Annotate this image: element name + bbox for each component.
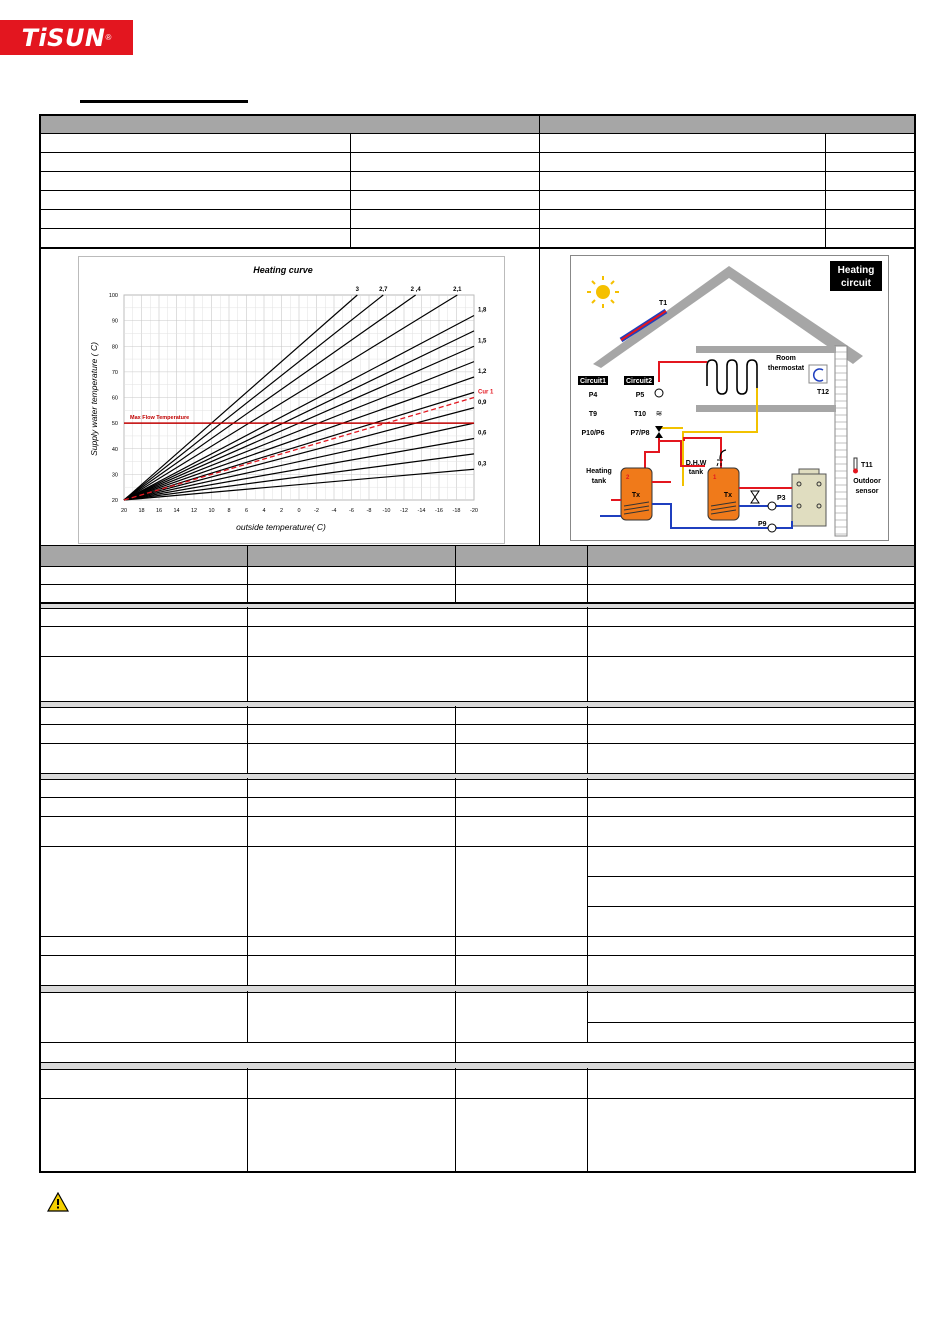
heating-curve-label: 0,3	[478, 461, 487, 468]
label-t11: T11	[861, 462, 873, 469]
chart-x-tick-label: 4	[262, 508, 266, 514]
table-row-line	[588, 1022, 914, 1023]
label-t12: T12	[817, 389, 830, 396]
chart-x-tick-label: -4	[331, 508, 337, 514]
chart-y-tick-label: 50	[111, 421, 118, 428]
house-wall	[835, 346, 847, 536]
table-row-line	[41, 626, 914, 627]
chart-x-tick-label: 2	[279, 508, 284, 514]
table-divider	[247, 1068, 248, 1172]
label-p10p6: P10/P6	[581, 430, 605, 437]
table-row-line	[41, 1098, 914, 1099]
table-divider	[587, 545, 588, 565]
chart-y-tick-label: 80	[111, 344, 118, 351]
sun-icon	[587, 276, 619, 308]
logo-reg-mark: ®	[105, 33, 112, 42]
table-row-line	[41, 816, 914, 817]
heating-curve-label: 1,8	[478, 307, 487, 314]
label-tx-heating: Tx	[631, 492, 641, 499]
table-section-separator	[41, 701, 914, 708]
flow-sensor-icon: ≋	[655, 409, 663, 418]
label-p5: P5	[635, 392, 645, 399]
heating-circuit-diagram	[570, 255, 889, 541]
label-t1: T1	[659, 300, 668, 307]
label-tx-dhw: Tx	[723, 492, 733, 499]
chart-x-tick-label: 12	[190, 508, 198, 514]
table-row-line	[41, 955, 914, 956]
table-divider	[247, 991, 248, 1042]
three-way-valve-icon	[751, 491, 759, 503]
max-flow-label: Max Flow Temperature	[130, 415, 190, 422]
diagram-title-line2: circuit	[840, 278, 872, 289]
warning-icon	[47, 1192, 69, 1217]
diagram-title-line1: Heating	[837, 265, 875, 276]
table-row-line	[41, 171, 914, 172]
chart-x-tick-label: 16	[155, 508, 163, 514]
chart-x-tick-label: -18	[452, 508, 461, 514]
chart-y-tick-label: 90	[111, 318, 118, 325]
chart-x-tick-label: 10	[208, 508, 215, 514]
heating-curve-label: 2 ,4	[410, 287, 421, 293]
thermometer-icon	[853, 458, 858, 474]
table-divider	[455, 706, 456, 773]
chart-x-tick-label: -14	[417, 508, 426, 514]
table-row-line	[41, 656, 914, 657]
table-row-line	[41, 1042, 914, 1043]
chart-y-tick-label: 70	[111, 369, 118, 376]
label-heating-line1: Heating	[586, 468, 612, 475]
chart-x-tick-label: -8	[366, 508, 372, 514]
chart-x-tick-label: -10	[382, 508, 391, 514]
chart-x-tick-label: 6	[244, 508, 249, 514]
chart-x-tick-label: -12	[400, 508, 408, 514]
table-divider	[350, 133, 351, 248]
section-title-underline	[80, 100, 248, 103]
table-section-separator	[41, 773, 914, 780]
label-outdoor-line1: Outdoor	[853, 478, 881, 485]
chart-x-tick-label: 8	[227, 508, 231, 514]
table-section-separator	[41, 1062, 914, 1070]
table-divider	[247, 545, 248, 565]
chart-x-tick-label: 18	[138, 508, 145, 514]
floor-middle	[696, 405, 836, 412]
label-room-line1: Room	[776, 355, 796, 362]
pump-p9-icon	[768, 524, 776, 532]
table-row-line	[41, 247, 914, 249]
chart-x-tick-label: -2	[314, 508, 319, 514]
heating-curve-label: 2,7	[379, 287, 388, 293]
label-circuit1: Circuit1	[579, 378, 607, 385]
table-divider	[587, 991, 588, 1042]
table-section-separator	[41, 985, 914, 993]
pump-p5-icon	[655, 389, 663, 397]
table-divider	[455, 778, 456, 985]
table-divider	[587, 778, 588, 985]
floor-upper	[696, 346, 836, 353]
chart-x-tick-label: 20	[120, 508, 128, 514]
heating-circuit-svg	[571, 256, 888, 540]
table-divider	[247, 706, 248, 773]
table-divider	[455, 1042, 456, 1062]
label-p7p8: P7/P8	[630, 430, 650, 437]
table-divider	[247, 607, 248, 701]
highlight-curve-label: Cur 1	[478, 389, 494, 396]
table-header-band	[41, 116, 914, 134]
table-row-line	[41, 743, 914, 744]
table-row-line	[41, 190, 914, 191]
tisun-logo	[0, 20, 133, 55]
table-row-line	[41, 152, 914, 153]
label-t9: T9	[588, 411, 598, 418]
table-divider	[539, 248, 540, 545]
table-row-line	[41, 584, 914, 585]
table-row-line	[41, 846, 914, 847]
table-row-line	[41, 936, 914, 937]
heating-curve-svg	[79, 257, 504, 543]
label-p9: P9	[758, 521, 767, 528]
heating-curve-label: 1,5	[478, 338, 487, 345]
chart-y-tick-label: 100	[108, 293, 118, 299]
label-p4: P4	[588, 392, 598, 399]
table-section-separator	[41, 603, 914, 609]
chart-y-tick-label: 30	[111, 472, 118, 479]
table-row-line	[588, 906, 914, 907]
heating-curve-label: 3	[355, 287, 360, 293]
chart-x-tick-label: 0	[297, 508, 301, 514]
chart-y-tick-label: 40	[111, 446, 118, 453]
chart-x-tick-label: -6	[349, 508, 354, 514]
logo-text: TiSUN	[21, 23, 106, 52]
chart-y-tick-label: 20	[111, 498, 118, 504]
table-divider	[825, 133, 826, 248]
pump-p3-icon	[768, 502, 776, 510]
chart-y-tick-label: 60	[111, 395, 118, 402]
label-circuit2: Circuit2	[625, 378, 653, 385]
chart-x-tick-label: 14	[173, 508, 180, 514]
heating-curve-chart	[78, 256, 505, 544]
table-divider	[455, 1068, 456, 1172]
label-outdoor-line2: sensor	[855, 488, 879, 495]
table-divider	[455, 565, 456, 603]
table-divider	[455, 545, 456, 565]
table-header-band-2	[41, 545, 914, 567]
label-tank1-num: 1	[713, 475, 717, 481]
heat-pump-icon	[792, 469, 826, 526]
table-divider	[587, 565, 588, 603]
label-heating-line2: tank	[591, 478, 607, 485]
chart-title: Heating curve	[253, 265, 313, 275]
heating-curve-label: 0,6	[478, 430, 487, 437]
chart-x-tick-label: -16	[435, 508, 443, 514]
table-row-line	[41, 209, 914, 210]
table-divider	[587, 1068, 588, 1172]
label-dhw-line2: tank	[688, 469, 704, 476]
table-row-line	[41, 724, 914, 725]
heating-curve-label: 2,1	[453, 287, 462, 293]
heating-curve-label: 1,2	[478, 369, 487, 375]
label-tank2-num: 2	[626, 475, 630, 481]
room-thermostat-icon	[809, 365, 827, 383]
chart-x-label: outside temperature( C)	[236, 522, 326, 532]
table-row-line	[41, 228, 914, 229]
table-divider	[587, 607, 588, 701]
label-p3: P3	[777, 495, 786, 502]
label-dhw-line1: D.H.W	[685, 460, 707, 467]
label-t10: T10	[633, 411, 647, 418]
heating-curve-label: 0,9	[478, 399, 487, 406]
table-divider	[455, 991, 456, 1042]
floor-heating-coil-icon	[707, 360, 757, 394]
chart-y-label: Supply water temperature ( C)	[89, 342, 99, 456]
label-room-line2: thermostat	[767, 365, 805, 372]
table-divider	[587, 706, 588, 773]
table-row-line	[588, 876, 914, 877]
table-divider	[247, 778, 248, 985]
table-divider	[247, 565, 248, 603]
table-row-line	[41, 797, 914, 798]
chart-x-tick-label: -20	[470, 508, 478, 514]
